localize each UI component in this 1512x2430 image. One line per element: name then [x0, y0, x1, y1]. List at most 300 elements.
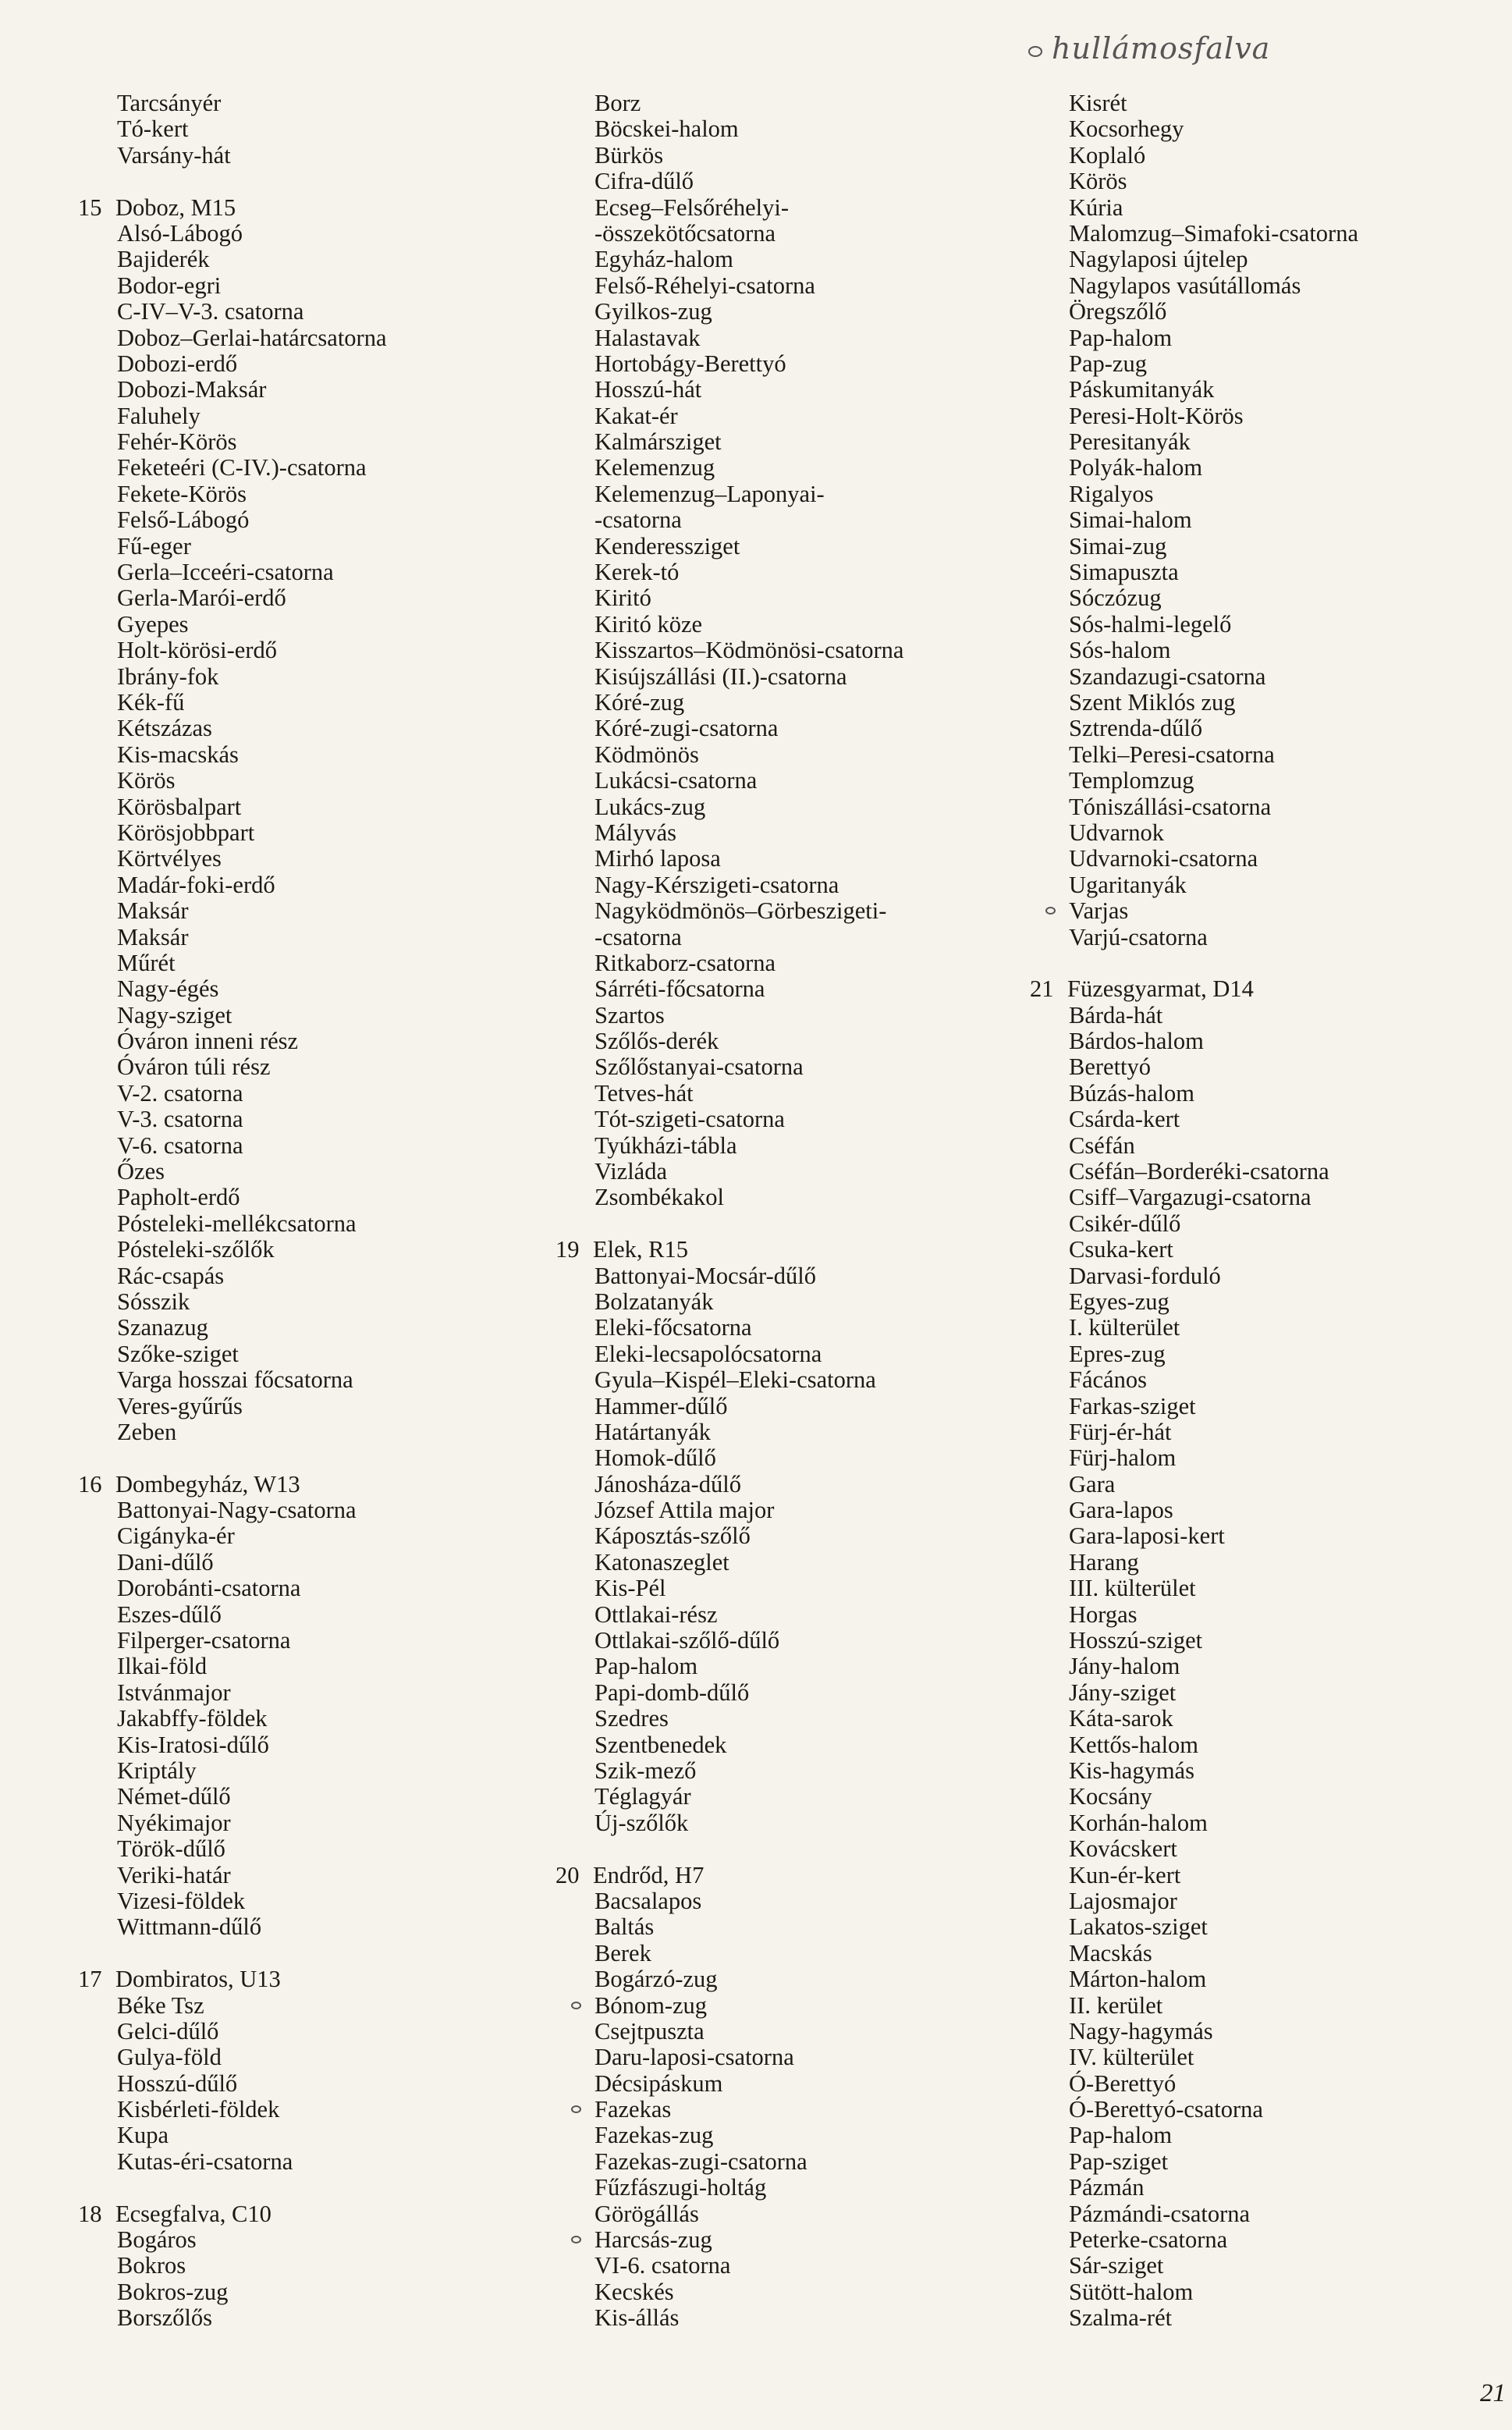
place-name-text: Udvarnoki-csatorna — [1069, 845, 1258, 872]
settlement-name: Ecsegfalva, C10 — [115, 2200, 272, 2227]
place-name-item — [1030, 2019, 1498, 2045]
place-name-text: Zeben — [117, 1418, 177, 1445]
place-name-text: Décsipáskum — [595, 2069, 723, 2097]
place-name-item — [78, 2097, 546, 2123]
place-name-text: Borszőlős — [117, 2304, 212, 2332]
place-name-text: Eleki-lecsapolócsatorna — [595, 1340, 822, 1367]
place-name-text: Malomzug–Simafoki-csatorna — [1069, 219, 1358, 247]
place-name-text: Hortobágy-Berettyó — [595, 350, 786, 377]
place-name-item — [555, 560, 1024, 585]
place-name-item — [78, 1706, 546, 1732]
place-name-item — [1030, 507, 1498, 533]
place-name-item — [1030, 2097, 1498, 2123]
place-name-item — [555, 116, 1024, 142]
place-name-item — [1030, 2123, 1498, 2148]
place-name-text: Sár-sziget — [1069, 2252, 1164, 2279]
settlement-heading — [78, 1966, 546, 1992]
place-name-text: Nagylapos vasútállomás — [1069, 272, 1301, 299]
place-name-text: Nagy-Kérszigeti-csatorna — [595, 871, 839, 898]
place-name-text: Kriptály — [117, 1757, 197, 1784]
place-name-text: Kisbérleti-földek — [117, 2096, 280, 2123]
place-name-item — [78, 1863, 546, 1888]
place-name-text: Cigányka-ér — [117, 1522, 235, 1550]
place-name-text: Káta-sarok — [1069, 1705, 1173, 1732]
place-name-item — [1030, 794, 1498, 820]
place-name-text: VI-6. csatorna — [595, 2252, 731, 2279]
place-name-item — [1030, 1341, 1498, 1367]
place-name-text: Fürj-halom — [1069, 1444, 1177, 1472]
place-name-item — [555, 1550, 1024, 1576]
place-name-text: Bokros-zug — [117, 2278, 229, 2305]
place-name-text: Gyula–Kispél–Eleki-csatorna — [595, 1366, 876, 1394]
settlement-heading — [78, 2201, 546, 2227]
place-name-text: Fürj-ér-hát — [1069, 1418, 1172, 1445]
settlement-number: 17 — [78, 1966, 102, 1993]
place-name-text: Hosszú-dűlő — [117, 2069, 238, 2097]
place-name-item — [555, 1993, 1024, 2019]
place-name-item — [555, 247, 1024, 272]
place-name-item — [1030, 2253, 1498, 2279]
place-name-text: Bárda-hát — [1069, 1001, 1163, 1028]
place-name-text: Kóré-zug — [595, 688, 685, 716]
place-name-text: Farkas-sziget — [1069, 1392, 1196, 1419]
place-name-item — [555, 664, 1024, 690]
place-name-text: Bogárzó-zug — [595, 1966, 718, 1993]
place-name-item — [555, 2253, 1024, 2279]
place-name-item — [1030, 560, 1498, 585]
place-name-text: Öregszőlő — [1069, 298, 1167, 325]
place-name-item — [555, 1628, 1024, 1654]
place-name-item — [555, 2227, 1024, 2253]
place-name-text: Lukácsi-csatorna — [595, 767, 758, 794]
place-name-item — [78, 2071, 546, 2097]
page-number: 21 — [1480, 2379, 1506, 2407]
place-name-item — [78, 768, 546, 794]
place-name-text: Kelemenzug–Laponyai- — [595, 480, 825, 507]
place-name-text: Halastavak — [595, 324, 701, 351]
place-name-item — [78, 1107, 546, 1132]
settlement-name: Doboz, M15 — [115, 194, 236, 221]
place-name-text: Óváron inneni rész — [117, 1028, 299, 1055]
section-gap — [555, 1836, 1024, 1862]
place-name-item — [555, 976, 1024, 1002]
place-name-text: Tóniszállási-csatorna — [1069, 793, 1272, 820]
place-name-text: Bajiderék — [117, 246, 210, 273]
place-name-text: Szandazugi-csatorna — [1069, 663, 1266, 690]
place-name-item — [555, 690, 1024, 716]
place-name-item — [555, 1784, 1024, 1810]
place-name-text: Dorobánti-csatorna — [117, 1575, 301, 1602]
place-name-item — [555, 221, 1024, 247]
place-name-text: Körös — [117, 767, 176, 794]
place-name-text: Telki–Peresi-csatorna — [1069, 741, 1275, 768]
place-name-item — [555, 1133, 1024, 1159]
place-name-item — [555, 169, 1024, 194]
place-name-item — [555, 638, 1024, 663]
place-name-item — [78, 1289, 546, 1315]
settlement-name: Endrőd, H7 — [593, 1861, 705, 1888]
place-name-item — [555, 898, 1024, 924]
place-name-text: Körtvélyes — [117, 845, 222, 872]
place-name-text: Gelci-dűlő — [117, 2017, 219, 2045]
place-name-text: Fűzfászugi-holtág — [595, 2174, 767, 2201]
place-name-item — [78, 1732, 546, 1758]
place-name-item — [1030, 455, 1498, 481]
place-name-text: Fazekas-zugi-csatorna — [595, 2148, 807, 2175]
place-name-text: Eleki-főcsatorna — [595, 1314, 752, 1341]
place-name-text: Pap-zug — [1069, 350, 1147, 377]
place-name-item — [1030, 1784, 1498, 1810]
place-name-item — [555, 377, 1024, 403]
place-name-text: Kis-Iratosi-dűlő — [117, 1731, 269, 1758]
place-name-text: Szik-mező — [595, 1757, 697, 1784]
place-name-text: Epres-zug — [1069, 1340, 1166, 1367]
place-name-text: Mirhó laposa — [595, 845, 721, 872]
place-name-item — [78, 1394, 546, 1419]
place-name-item — [78, 1680, 546, 1706]
place-name-text: Ó-Berettyó-csatorna — [1069, 2096, 1263, 2123]
place-name-text: Határtanyák — [595, 1418, 712, 1445]
place-name-item — [78, 2227, 546, 2253]
place-name-item — [78, 950, 546, 976]
place-name-item — [1030, 2045, 1498, 2070]
place-name-text: Kék-fű — [117, 688, 185, 716]
place-name-item — [555, 950, 1024, 976]
place-name-text: Fazekas — [595, 2096, 672, 2123]
place-name-text: Gulya-föld — [117, 2044, 222, 2071]
place-name-item — [1030, 195, 1498, 221]
place-name-item — [78, 1159, 546, 1185]
place-name-text: III. külterület — [1069, 1575, 1196, 1602]
place-name-text: I. külterület — [1069, 1314, 1180, 1341]
place-name-text: Berek — [595, 1939, 651, 1966]
place-name-item — [555, 1732, 1024, 1758]
place-name-item — [1030, 1993, 1498, 2019]
place-name-text: Gara — [1069, 1470, 1116, 1497]
place-name-item — [555, 534, 1024, 560]
place-name-item — [78, 1263, 546, 1289]
place-name-text: Német-dűlő — [117, 1783, 231, 1810]
place-name-item — [1030, 925, 1498, 950]
place-name-item — [1030, 1081, 1498, 1107]
place-name-text: Kenderessziget — [595, 532, 740, 560]
place-name-text: Kelemenzug — [595, 454, 715, 481]
place-name-item — [1030, 1888, 1498, 1914]
place-name-item — [78, 1784, 546, 1810]
place-name-item — [555, 872, 1024, 898]
place-name-item — [1030, 534, 1498, 560]
place-name-item — [555, 2305, 1024, 2331]
place-name-text: Kalmársziget — [595, 428, 722, 456]
place-name-item — [1030, 1863, 1498, 1888]
place-name-text: Gerla-Marói-erdő — [117, 584, 286, 612]
place-name-item — [1030, 872, 1498, 898]
place-name-item — [78, 429, 546, 455]
place-name-text: Bónom-zug — [595, 1991, 708, 2019]
place-name-text: Holt-körösi-erdő — [117, 637, 277, 664]
section-gap — [78, 1445, 546, 1471]
place-name-item — [1030, 2279, 1498, 2305]
circle-mark-icon — [1045, 907, 1056, 915]
place-name-item — [1030, 1133, 1498, 1159]
settlement-number: 16 — [78, 1470, 102, 1497]
place-name-text: Simapuszta — [1069, 559, 1179, 586]
place-name-item — [1030, 742, 1498, 768]
place-name-text: Berettyó — [1069, 1053, 1152, 1081]
place-name-item — [1030, 116, 1498, 142]
place-name-text: Csikér-dűlő — [1069, 1210, 1181, 1237]
place-name-text: Koplaló — [1069, 141, 1146, 169]
place-name-item — [1030, 585, 1498, 611]
place-name-item — [1030, 91, 1498, 116]
place-name-item — [1030, 1394, 1498, 1419]
place-name-text: Káposztás-szőlő — [595, 1522, 751, 1550]
place-name-item — [78, 455, 546, 481]
place-name-item — [1030, 2305, 1498, 2331]
place-name-text: Bürkös — [595, 141, 664, 169]
place-name-item — [78, 664, 546, 690]
place-name-text: Böcskei-halom — [595, 115, 739, 143]
place-name-text: Simai-zug — [1069, 532, 1167, 560]
place-name-text: Márton-halom — [1069, 1966, 1207, 1993]
place-name-item — [555, 1758, 1024, 1784]
place-name-item — [555, 1966, 1024, 1992]
place-name-text: Kis-Pél — [595, 1575, 666, 1602]
place-name-item — [555, 1394, 1024, 1419]
place-name-text: Varjas — [1069, 897, 1129, 925]
place-name-text: Jánosháza-dűlő — [595, 1470, 742, 1497]
place-name-item — [1030, 1941, 1498, 1966]
place-name-item — [78, 638, 546, 663]
place-name-text: Szartos — [595, 1001, 665, 1028]
place-name-text: Sóczózug — [1069, 584, 1162, 612]
place-name-item — [555, 1445, 1024, 1471]
place-name-item — [78, 299, 546, 325]
place-name-text: Fazekas-zug — [595, 2122, 714, 2149]
section-gap — [78, 2175, 546, 2201]
place-name-item — [1030, 2201, 1498, 2227]
place-name-item — [1030, 1914, 1498, 1940]
place-name-item — [555, 1003, 1024, 1028]
place-name-text: Faluhely — [117, 402, 201, 429]
place-name-item — [1030, 1367, 1498, 1393]
place-name-item — [1030, 1054, 1498, 1080]
place-name-item — [555, 742, 1024, 768]
place-name-item — [1030, 768, 1498, 794]
place-name-text: Kétszázas — [117, 715, 212, 742]
place-name-text: Jány-sziget — [1069, 1679, 1177, 1706]
place-name-text: Nagylaposi újtelep — [1069, 246, 1248, 273]
place-name-text: Gerla–Icceéri-csatorna — [117, 559, 334, 586]
place-name-item — [78, 116, 546, 142]
place-name-text: Jány-halom — [1069, 1653, 1180, 1680]
place-name-text: Macskás — [1069, 1939, 1152, 1966]
place-name-item — [555, 1367, 1024, 1393]
place-name-item — [78, 1341, 546, 1367]
place-name-text: Kis-állás — [595, 2304, 680, 2332]
place-name-text: Körösjobbpart — [117, 819, 255, 846]
place-name-item — [1030, 351, 1498, 377]
place-name-text: Battonyai-Mocsár-dűlő — [595, 1262, 816, 1289]
place-name-item — [78, 1836, 546, 1862]
place-name-item — [1030, 612, 1498, 638]
place-name-item — [1030, 2149, 1498, 2175]
place-name-item — [78, 2019, 546, 2045]
place-name-item — [1030, 1758, 1498, 1784]
place-name-text: II. kerület — [1069, 1991, 1163, 2019]
place-name-item — [555, 1159, 1024, 1185]
place-name-item — [78, 1419, 546, 1445]
place-name-text: Udvarnok — [1069, 819, 1164, 846]
place-name-text: Lajosmajor — [1069, 1887, 1177, 1914]
place-name-item — [1030, 1497, 1498, 1523]
place-name-item — [78, 325, 546, 351]
place-name-text: Papi-domb-dűlő — [595, 1679, 750, 1706]
settlement-heading — [555, 1863, 1024, 1888]
place-name-item — [555, 585, 1024, 611]
place-name-item — [1030, 403, 1498, 429]
place-name-text: Kis-hagymás — [1069, 1757, 1194, 1784]
place-name-text: Kóré-zugi-csatorna — [595, 715, 779, 742]
place-name-text: Kis-macskás — [117, 741, 239, 768]
place-name-item — [78, 247, 546, 272]
section-gap — [78, 1941, 546, 1966]
place-name-text: Kisszartos–Ködmönösi-csatorna — [595, 637, 904, 664]
place-name-item — [555, 325, 1024, 351]
place-name-item — [1030, 1211, 1498, 1237]
place-name-item — [1030, 1107, 1498, 1132]
place-name-text: Bolzatanyák — [595, 1288, 714, 1315]
place-name-item — [78, 2253, 546, 2279]
place-name-item — [78, 1888, 546, 1914]
place-name-item — [78, 91, 546, 116]
place-name-text: Béke Tsz — [117, 1991, 204, 2019]
settlement-number: 18 — [78, 2200, 102, 2227]
place-name-text: Tarcsányér — [117, 90, 222, 116]
place-name-text: Török-dűlő — [117, 1835, 225, 1863]
place-name-text: Nyékimajor — [117, 1809, 231, 1836]
place-name-item — [1030, 1263, 1498, 1289]
place-name-item — [78, 1914, 546, 1940]
place-name-text: Csuka-kert — [1069, 1236, 1173, 1263]
place-name-item — [555, 2201, 1024, 2227]
place-name-item — [1030, 1706, 1498, 1732]
place-name-item — [555, 429, 1024, 455]
place-name-item — [555, 273, 1024, 299]
place-name-item — [78, 2279, 546, 2305]
place-name-item — [555, 1263, 1024, 1289]
place-name-item — [555, 403, 1024, 429]
settlement-number: 20 — [555, 1861, 580, 1888]
place-name-text: Pap-sziget — [1069, 2148, 1169, 2175]
place-name-text: Horgas — [1069, 1600, 1138, 1628]
place-name-item — [555, 2045, 1024, 2070]
place-name-text: Tó-kert — [117, 115, 189, 143]
circle-mark-icon — [571, 2236, 581, 2243]
place-name-text: Csiff–Vargazugi-csatorna — [1069, 1184, 1311, 1211]
place-name-item — [555, 299, 1024, 325]
place-name-text: Vizesi-földek — [117, 1887, 246, 1914]
place-name-item — [555, 2175, 1024, 2201]
place-name-item — [555, 1185, 1024, 1210]
place-name-item — [78, 820, 546, 846]
place-name-item — [78, 794, 546, 820]
place-name-text: Ó-Berettyó — [1069, 2069, 1177, 2097]
place-name-text: Szedres — [595, 1705, 669, 1732]
place-name-item — [1030, 846, 1498, 872]
place-name-item — [555, 925, 1024, 950]
place-name-item — [555, 507, 1024, 533]
place-name-text: Rigalyos — [1069, 480, 1154, 507]
place-name-text: Új-szőlők — [595, 1809, 689, 1836]
place-name-text: Szőlős-derék — [595, 1028, 719, 1055]
place-name-text: Kecskés — [595, 2278, 674, 2305]
place-name-item — [555, 1289, 1024, 1315]
place-name-item — [78, 1185, 546, 1210]
place-name-text: Pósteleki-szőlők — [117, 1236, 275, 1263]
place-name-item — [78, 846, 546, 872]
place-name-text: Csejtpuszta — [595, 2017, 705, 2045]
place-name-text: Madár-foki-erdő — [117, 871, 275, 898]
place-name-item — [78, 690, 546, 716]
place-name-text: Bacsalapos — [595, 1887, 702, 1914]
place-name-item — [1030, 716, 1498, 741]
place-name-item — [555, 1523, 1024, 1549]
place-name-text: Vizláda — [595, 1158, 668, 1185]
place-name-item — [555, 1081, 1024, 1107]
settlement-number: 19 — [555, 1236, 580, 1263]
place-name-item — [78, 1550, 546, 1576]
place-name-text: Bokros — [117, 2252, 186, 2279]
place-name-item — [1030, 1445, 1498, 1471]
place-name-item — [78, 143, 546, 169]
place-name-item — [1030, 273, 1498, 299]
place-name-text: Pázmándi-csatorna — [1069, 2200, 1251, 2227]
place-name-text: Papholt-erdő — [117, 1184, 240, 1211]
place-name-item — [555, 143, 1024, 169]
place-name-text: Ecseg–Felsőréhelyi- — [595, 194, 790, 221]
place-name-text: Varsány-hát — [117, 141, 231, 169]
place-name-item — [555, 1706, 1024, 1732]
place-name-text: Fekete-Körös — [117, 480, 247, 507]
place-name-text: V-2. csatorna — [117, 1079, 243, 1107]
place-name-item — [78, 1497, 546, 1523]
place-name-item — [555, 612, 1024, 638]
place-name-text: Battonyai-Nagy-csatorna — [117, 1497, 357, 1524]
place-name-text: Fű-eger — [117, 532, 191, 560]
place-name-item — [1030, 299, 1498, 325]
place-name-item — [555, 1941, 1024, 1966]
place-name-text: Veres-gyűrűs — [117, 1392, 243, 1419]
settlement-heading — [78, 195, 546, 221]
place-name-text: Lukács-zug — [595, 793, 706, 820]
place-name-item — [555, 1810, 1024, 1836]
place-name-text: Páskumitanyák — [1069, 376, 1215, 403]
place-name-item — [555, 1028, 1024, 1054]
place-name-item — [555, 1914, 1024, 1940]
place-name-item — [1030, 690, 1498, 716]
place-name-item — [555, 768, 1024, 794]
place-name-text: Peterke-csatorna — [1069, 2226, 1228, 2254]
place-name-text: Kocsány — [1069, 1783, 1152, 1810]
place-name-text: Körös — [1069, 168, 1127, 195]
place-name-item — [78, 377, 546, 403]
place-name-text: -csatorna — [595, 923, 682, 950]
place-name-item — [555, 2279, 1024, 2305]
place-name-text: IV. külterület — [1069, 2044, 1194, 2071]
place-name-item — [1030, 1576, 1498, 1601]
place-name-text: Kiritó köze — [595, 610, 703, 638]
